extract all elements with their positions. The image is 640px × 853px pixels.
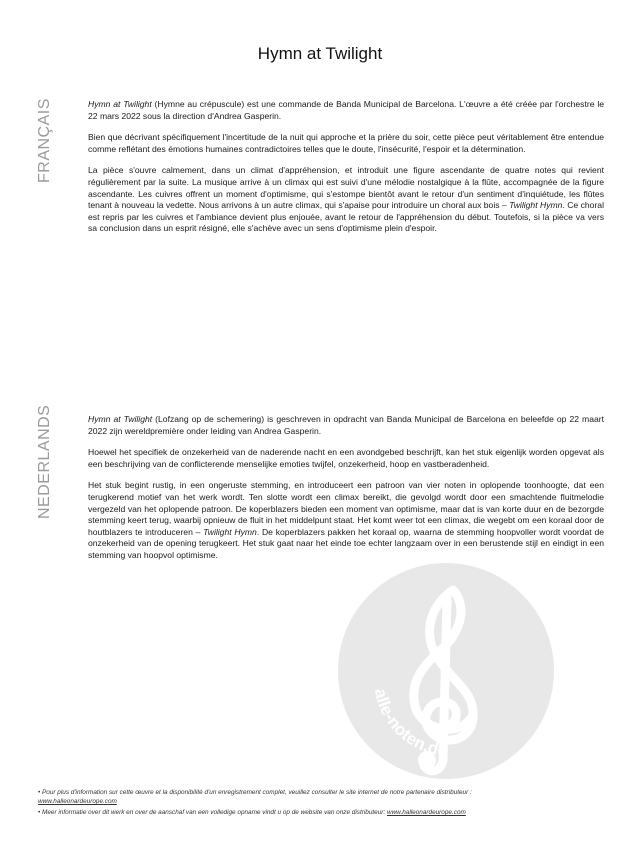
paragraph: [88, 414, 604, 437]
paragraph-text: (Hymne au crépuscule) est une commande de Banda Municipal de Barcelona. L'œuvre a été créée par l'orchestre le 22 mars 2022 sous la direction d'Andrea Gasperin.: [88, 99, 605, 121]
page-title: Hymn at Twilight: [257, 44, 383, 63]
work-title: Twilight Hymn: [509, 200, 563, 211]
watermark: [335, 560, 557, 782]
section-nederlands: [88, 414, 604, 572]
footer: [38, 788, 606, 819]
work-title: Hymn at Twilight: [88, 414, 153, 424]
footer-note-nl: • Meer informatie over dit werk en over de aanschaf van een volledige opname vindt u op de website van onze distributeur: www.halleonardeurope.com: [38, 809, 466, 816]
work-title: Hymn at Twilight: [88, 99, 152, 109]
paragraph: Hoewel het specifiek de onzekerheid van de naderende nacht en een avondgebed beschrijft, kan het stuk eigenlijk worden opgevat als een beschrijving van de conflicterende menselijke emoties twijfel, onzekerheid, hoop en vastberadenheid.: [88, 447, 604, 469]
paragraph-text: . De koperblazers pakken het koraal op, waarna de stemming hoopvoller wordt voordat de onzekerheid van de opening terugkeert. Het stuk gaat naar het einde toe echter langzaam over in een berustende stijl en eindigt in een stemming van hoopvol optimisme.: [88, 526, 604, 560]
paragraph: Bien que décrivant spécifiquement l'incertitude de la nuit qui approche et la prière du soir, cette pièce peut véritablement être entendue comme reflétant des émotions humaines contradictoires telles que le doute, l'insécurité, l'espoir et la détermination.: [88, 132, 604, 154]
paragraph: [88, 480, 604, 561]
footer-link-nl[interactable]: www.halleonardeurope.com: [386, 809, 466, 816]
watermark-text: alle-noten.de: [370, 687, 449, 760]
paragraph-text: Het stuk begint rustig, in een ongeruste stemming, en introduceert een patroon van vier noten in oplopende toonhoogte, dat een terugkerend motief van het werk wordt. Ten slotte wordt een climax bereikt, die gevolgd wordt door een smachtende fluitmelodie vergezeld van het oplopende patroon. De koperblazers bieden een moment van optimisme, maar dat is van korte duur en de bezorgde stemming keert terug, waarbij opnieuw de fluit in het middelpunt staat. Het komt weer tot een climax, die wegebt om een koraal door de houtblazers te introduceren –: [88, 480, 604, 537]
footer-link-fr[interactable]: www.halleonardeurope.com: [38, 798, 117, 805]
footer-note-fr: • Pour plus d'information sur cette œuvre et la disponibilité d'un enregistrement complet, veuillez consulter le site internet de notre partenaire distributeur : www.halleonardeurope.com: [38, 789, 472, 805]
paragraph: [88, 99, 604, 122]
paragraph: [88, 165, 604, 235]
section-label-nederlands: NEDERLANDS: [36, 404, 53, 519]
section-label-francais: FRANÇAIS: [36, 98, 53, 183]
treble-clef-icon: [335, 560, 557, 782]
section-francais: [88, 99, 604, 245]
work-title: Twilight Hymn: [203, 526, 257, 537]
paragraph-text: La pièce s'ouvre calmement, dans un climat d'appréhension, et introduit une figure ascendante de quatre notes qui revient régulièrement par la suite. La musique arrive à un climax qui est suivi d'une mélodie nostalgique à la flûte, accompagnée de la figure ascendante. Les cuivres offrent un moment d'optimisme, qui s'estompe bientôt avant le retour d'un sentiment d'inquiétude, les flûtes tenant à nouveau la vedette. Nous arrivons à un autre climax, qui s'apaise pour introduire un choral aux bois –: [88, 165, 604, 211]
paragraph-text: (Lofzang op de schemering) is geschreven in opdracht van Banda Municipal de Barcelona en beleefde op 22 maart 2022 zijn wereldpremière onder leiding van Andrea Gasperin.: [88, 414, 604, 436]
paragraph-text: . Ce choral est repris par les cuivres et l'ambiance devient plus enjouée, avant le retour de l'appréhension du début. Toutefois, si la pièce va vers sa conclusion dans un esprit résigné, elle s'achève avec un sens d'optimisme plein d'espoir.: [88, 200, 604, 234]
